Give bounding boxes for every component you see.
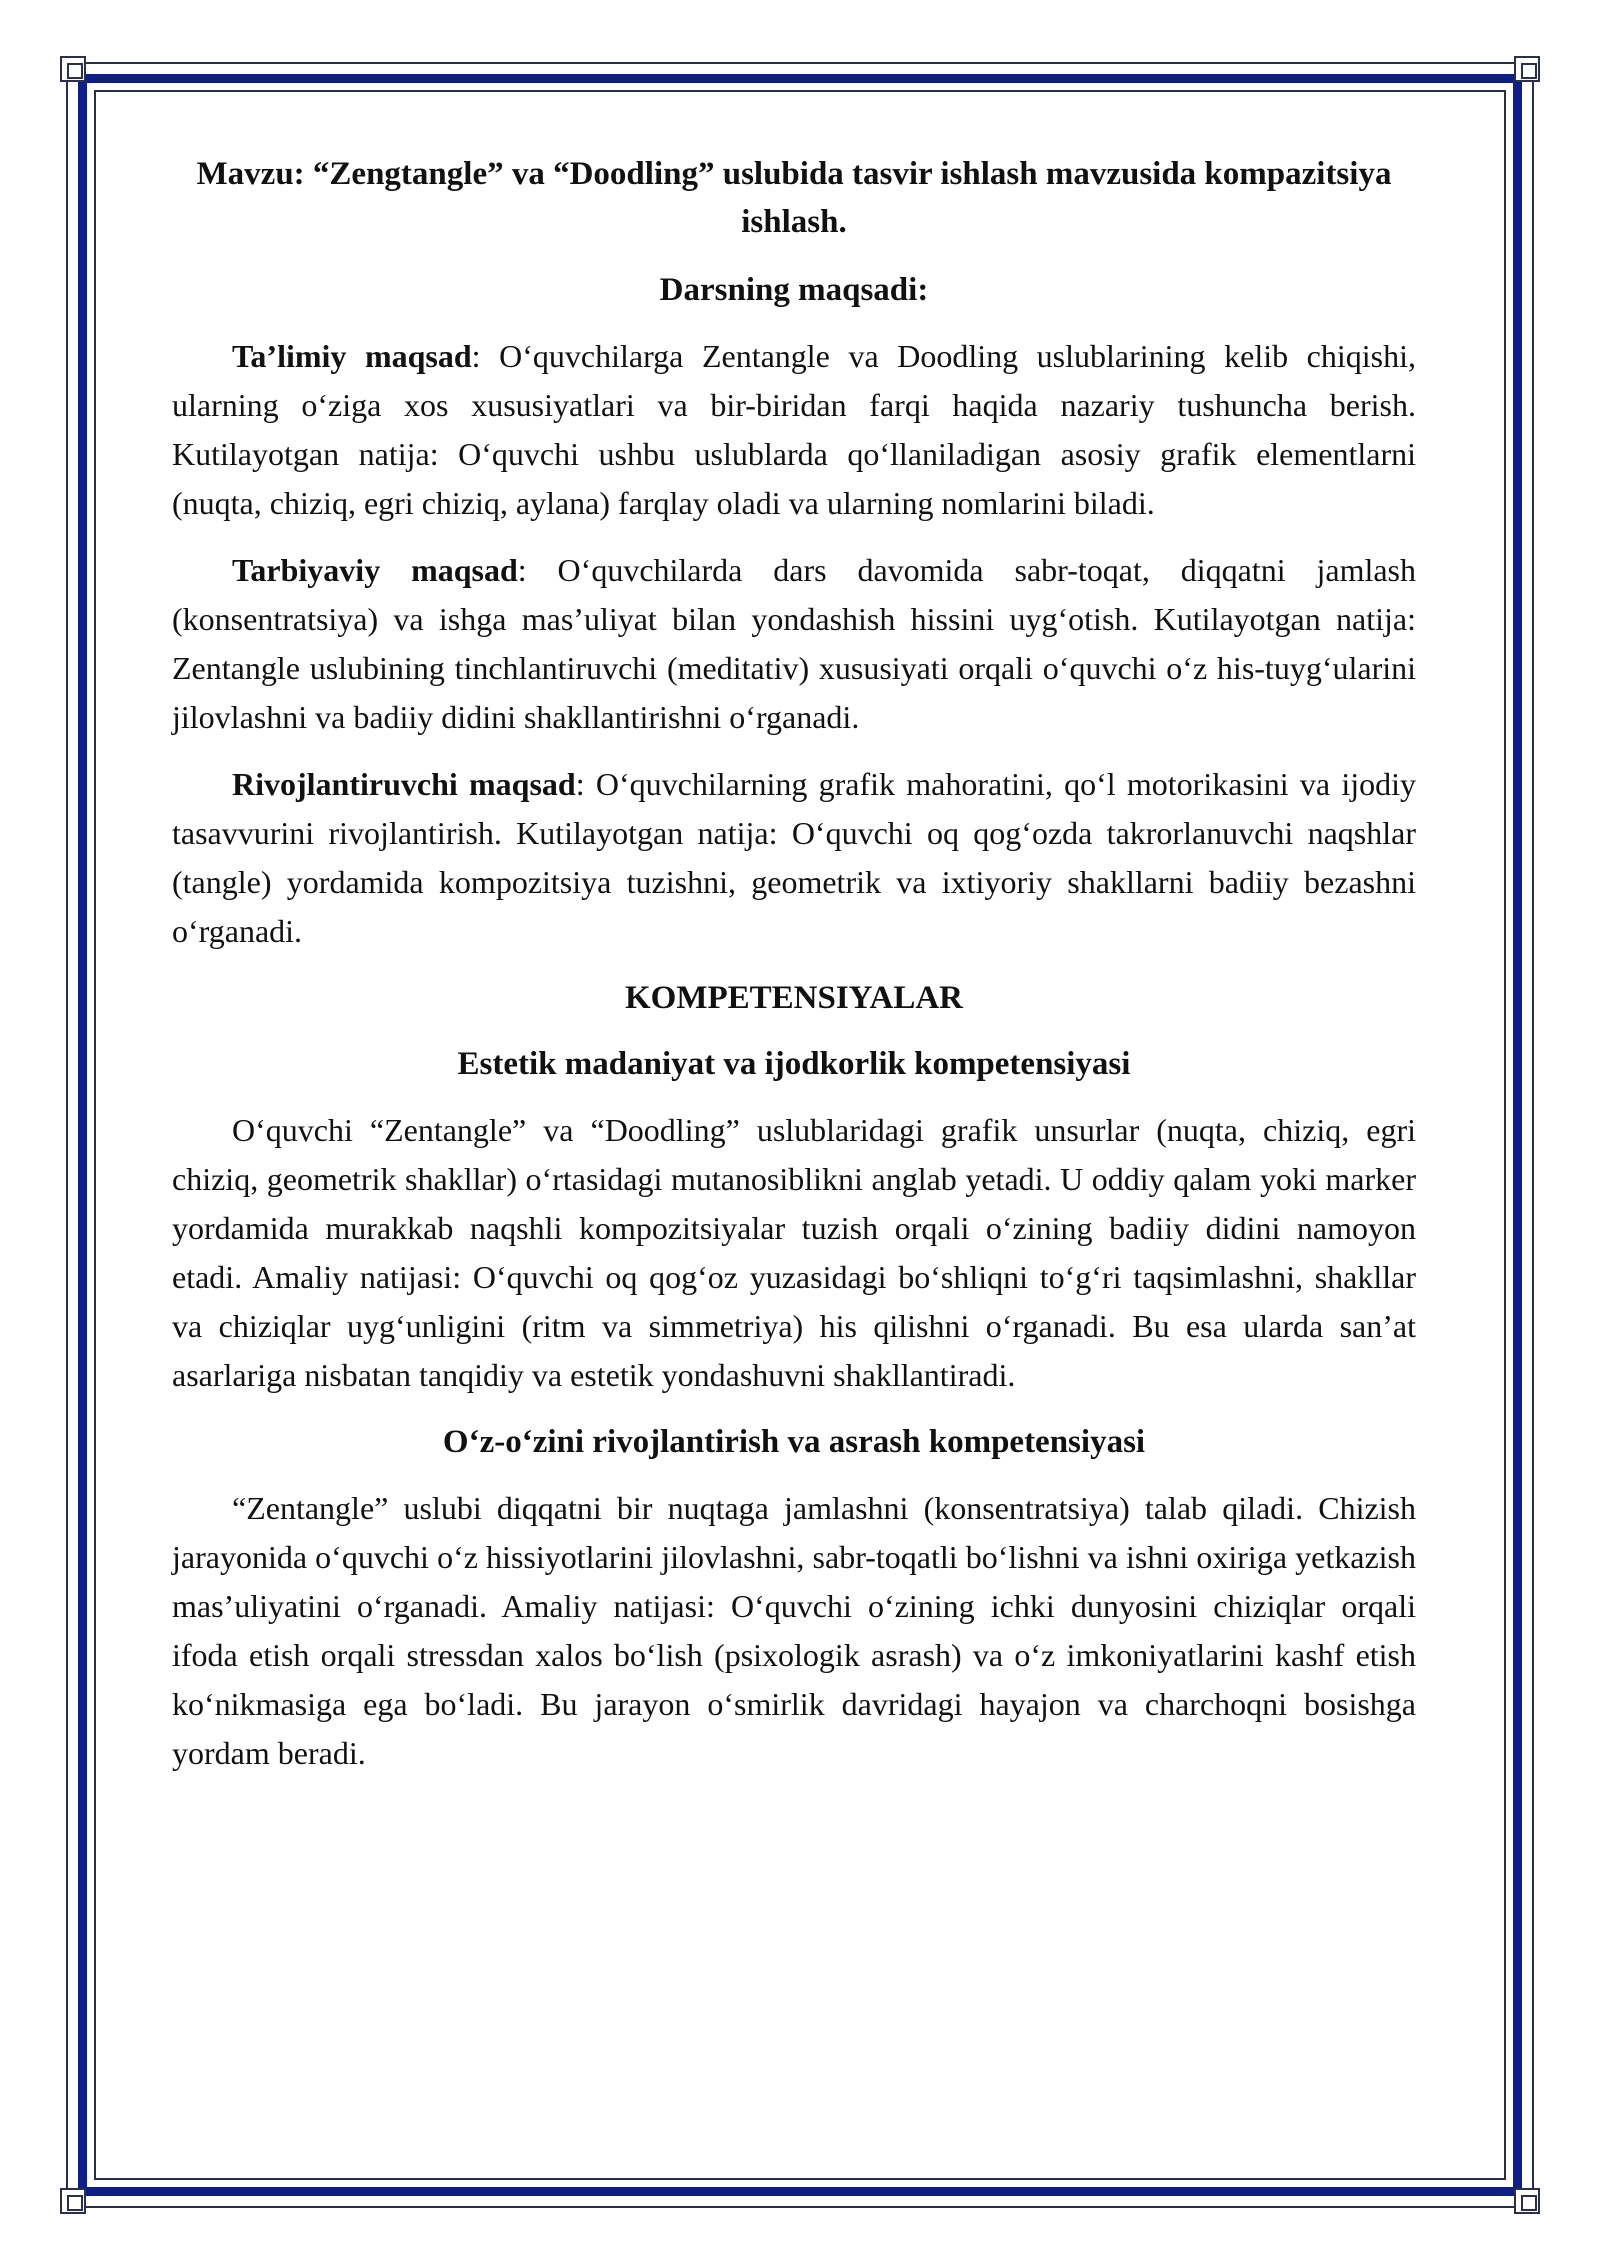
corner-ornament-bottom-right	[1514, 2188, 1540, 2214]
goal-paragraph-educational	[172, 332, 1416, 528]
competency-paragraph-aesthetic: O‘quvchi “Zentangle” va “Doodling” uslublaridagi grafik unsurlar (nuqta, chiziq, egri chiziq, geometrik shakllar) o‘rtasidagi mutanosiblikni anglab yetadi. U oddiy qalam yoki marker yordamida murakkab naqshli kompozitsiyalar tuzish orqali o‘zining badiiy didini namoyon etadi. Amaliy natijasi: O‘quvchi oq qog‘oz yuzasidagi bo‘shliqni to‘g‘ri taqsimlashni, shakllar va chiziqlar uyg‘unligini (ritm va simmetriya) his qilishni o‘rganadi. Bu esa ularda san’at asarlariga nisbatan tanqidiy va estetik yondashuvni shakllantiradi.	[172, 1112, 1416, 1393]
goal-text: : O‘quvchilarning grafik mahoratini, qo‘l motorikasini va ijodiy tasavvurini rivojlantirish. Kutilayotgan natija: O‘quvchi oq qog‘ozda takrorlanuvchi naqshlar (tangle) yordamida kompozitsiya tuzishni, geometrik va ixtiyoriy shakllarni badiiy bezashni o‘rganadi.	[172, 766, 1417, 949]
goal-label: Tarbiyaviy maqsad	[232, 552, 518, 588]
competencies-heading: KOMPETENSIYALAR	[624, 980, 963, 1016]
document-title: Mavzu: “Zengtangle” va “Doodling” uslubida tasvir ishlash mavzusida kompazitsiya ishlash.	[196, 156, 1392, 240]
goal-paragraph-developmental	[172, 760, 1416, 956]
corner-ornament-top-left	[60, 56, 86, 82]
goal-text: : O‘quvchilarda dars davomida sabr-toqat, diqqatni jamlash (konsentratsiya) va ishga mas’uliyat bilan yondashish hissini uyg‘otish. Kutilayotgan natija: Zentangle uslubining tinchlantiruvchi (meditativ) xususiyati orqali o‘quvchi o‘z his-tuyg‘ularini jilovlashni va badiiy didini shakllantirishni o‘rganadi.	[172, 552, 1417, 735]
goal-paragraph-upbringing	[172, 546, 1416, 742]
goal-text: : O‘quvchilarga Zentangle va Doodling uslublarining kelib chiqishi, ularning o‘ziga xos xususiyatlari va bir-biridan farqi haqida nazariy tushuncha berish. Kutilayotgan natija: O‘quvchi ushbu uslublarda qo‘llaniladigan asosiy grafik elementlarni (nuqta, chiziq, egri chiziq, aylana) farqlay oladi va ularning nomlarini biladi.	[172, 338, 1417, 521]
goals-heading: Darsning maqsadi:	[659, 272, 929, 308]
corner-ornament-top-right	[1514, 56, 1540, 82]
goal-label: Ta’limiy maqsad	[232, 338, 472, 374]
competency-heading-self-development: O‘z-o‘zini rivojlantirish va asrash kompetensiyasi	[442, 1424, 1146, 1460]
competency-paragraph-self-development: “Zentangle” uslubi diqqatni bir nuqtaga jamlashni (konsentratsiya) talab qiladi. Chizish jarayonida o‘quvchi o‘z hissiyotlarini jilovlashni, sabr-toqatli bo‘lishni va ishni oxiriga yetkazish mas’uliyatini o‘rganadi. Amaliy natijasi: O‘quvchi o‘zining ichki dunyosini chiziqlar orqali ifoda etish orqali stressdan xalos bo‘lish (psixologik asrash) va o‘z imkoniyatlarini kashf etish ko‘nikmasiga ega bo‘ladi. Bu jarayon o‘smirlik davridagi hayajon va charchoqni bosishga yordam beradi.	[172, 1490, 1416, 1771]
goal-label: Rivojlantiruvchi maqsad	[232, 766, 576, 802]
document-body	[172, 150, 1416, 1796]
corner-ornament-bottom-left	[60, 2188, 86, 2214]
competency-heading-aesthetic: Estetik madaniyat va ijodkorlik kompetensiyasi	[457, 1046, 1131, 1082]
